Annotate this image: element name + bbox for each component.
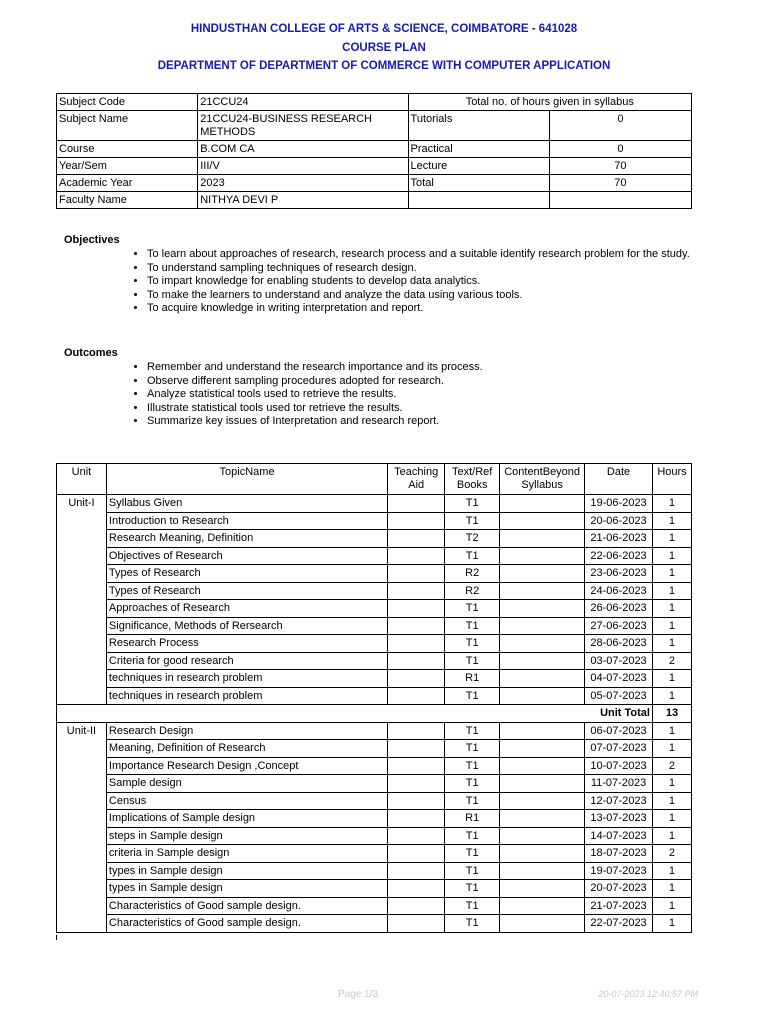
course-label: Course	[57, 141, 198, 158]
content-beyond-cell	[500, 530, 585, 548]
hours-cell: 1	[652, 635, 691, 653]
hours-header: Total no. of hours given in syllabus	[408, 94, 691, 111]
objectives-title: Objectives	[64, 234, 120, 246]
unit-name: Unit-II	[57, 722, 107, 932]
teaching-aid-cell	[388, 652, 445, 670]
course-value: B.COM CA	[198, 141, 408, 158]
date-cell: 23-06-2023	[585, 565, 653, 583]
date-cell: 12-07-2023	[585, 792, 653, 810]
column-header: Teaching Aid	[388, 464, 445, 495]
table-row	[57, 810, 692, 828]
book-cell: T1	[445, 792, 500, 810]
content-beyond-cell	[500, 722, 585, 740]
subject-code-label: Subject Code	[57, 94, 198, 111]
topic-cell: Syllabus Given	[106, 495, 387, 513]
yearsem-value: III/V	[198, 158, 408, 175]
table-row	[57, 582, 692, 600]
column-header: Unit	[57, 464, 107, 495]
tutorials-value: 0	[549, 111, 691, 141]
content-beyond-cell	[500, 827, 585, 845]
hours-cell: 1	[652, 670, 691, 688]
outcomes-title: Outcomes	[64, 347, 118, 359]
content-beyond-cell	[500, 897, 585, 915]
faculty-value: NITHYA DEVI P	[198, 192, 408, 209]
teaching-aid-cell	[388, 635, 445, 653]
college-name: HINDUSTHAN COLLEGE OF ARTS & SCIENCE, COIMBATORE - 641028	[190, 23, 578, 35]
table-row	[57, 792, 692, 810]
hours-cell: 1	[652, 547, 691, 565]
book-cell: T1	[445, 897, 500, 915]
book-cell: T1	[445, 600, 500, 618]
date-cell: 22-07-2023	[585, 915, 653, 933]
topic-cell: steps in Sample design	[106, 827, 387, 845]
teaching-aid-cell	[388, 880, 445, 898]
date-cell: 28-06-2023	[585, 635, 653, 653]
content-beyond-cell	[500, 652, 585, 670]
content-beyond-cell	[500, 845, 585, 863]
topic-cell: Characteristics of Good sample design.	[106, 915, 387, 933]
topic-cell: types in Sample design	[106, 862, 387, 880]
list-item: • To make the learners to understand and analyze the data using various tools.	[147, 289, 704, 303]
content-beyond-cell	[500, 495, 585, 513]
content-beyond-cell	[500, 915, 585, 933]
book-cell: T1	[445, 635, 500, 653]
table-row	[57, 845, 692, 863]
hours-cell: 1	[652, 495, 691, 513]
unit-total-value: 13	[652, 705, 691, 723]
table-row	[57, 635, 692, 653]
practical-value: 0	[549, 141, 691, 158]
topic-cell: Types of Research	[106, 565, 387, 583]
table-row	[57, 722, 692, 740]
topic-cell: Meaning, Definition of Research	[106, 740, 387, 758]
table-row	[57, 757, 692, 775]
book-cell: T1	[445, 722, 500, 740]
table-row	[57, 617, 692, 635]
hours-cell: 1	[652, 880, 691, 898]
book-cell: R2	[445, 582, 500, 600]
teaching-aid-cell	[388, 740, 445, 758]
content-beyond-cell	[500, 617, 585, 635]
total-label: Total	[408, 175, 549, 192]
subject-code-value: 21CCU24	[198, 94, 408, 111]
course-info-table	[56, 93, 692, 209]
teaching-aid-cell	[388, 810, 445, 828]
lecture-label: Lecture	[408, 158, 549, 175]
objectives-section	[64, 234, 704, 316]
column-header: Hours	[652, 464, 691, 495]
academic-year-value: 2023	[198, 175, 408, 192]
topic-cell: Criteria for good research	[106, 652, 387, 670]
document-header	[0, 20, 768, 76]
date-cell: 07-07-2023	[585, 740, 653, 758]
column-header: Date	[585, 464, 653, 495]
date-cell: 20-06-2023	[585, 512, 653, 530]
content-beyond-cell	[500, 792, 585, 810]
content-beyond-cell	[500, 565, 585, 583]
date-cell: 22-06-2023	[585, 547, 653, 565]
content-beyond-cell	[500, 862, 585, 880]
topic-cell: Characteristics of Good sample design.	[106, 897, 387, 915]
teaching-aid-cell	[388, 775, 445, 793]
objectives-list	[64, 248, 704, 316]
column-header: ContentBeyond Syllabus	[500, 464, 585, 495]
empty-cell	[549, 192, 691, 209]
book-cell: T1	[445, 495, 500, 513]
content-beyond-cell	[500, 512, 585, 530]
empty-cell	[408, 192, 549, 209]
date-cell: 14-07-2023	[585, 827, 653, 845]
hours-cell: 1	[652, 915, 691, 933]
book-cell: T1	[445, 775, 500, 793]
practical-label: Practical	[408, 141, 549, 158]
topic-cell: Approaches of Research	[106, 600, 387, 618]
topic-cell: Sample design	[106, 775, 387, 793]
hours-cell: 1	[652, 565, 691, 583]
teaching-aid-cell	[388, 617, 445, 635]
print-timestamp: 20-07-2023 12:40:57 PM	[598, 989, 698, 999]
hours-cell: 2	[652, 845, 691, 863]
date-cell: 03-07-2023	[585, 652, 653, 670]
list-item: • Analyze statistical tools used to retrieve the results.	[147, 388, 704, 402]
list-item: • To impart knowledge for enabling students to develop data analytics.	[147, 275, 704, 289]
list-item: • Summarize key issues of Interpretation and research report.	[147, 415, 704, 429]
book-cell: T1	[445, 512, 500, 530]
topic-cell: Implications of Sample design	[106, 810, 387, 828]
table-row	[57, 862, 692, 880]
content-beyond-cell	[500, 687, 585, 705]
topic-cell: Census	[106, 792, 387, 810]
topic-cell: types in Sample design	[106, 880, 387, 898]
unit-total-row	[57, 705, 692, 723]
hours-cell: 1	[652, 582, 691, 600]
hours-cell: 1	[652, 687, 691, 705]
teaching-aid-cell	[388, 827, 445, 845]
teaching-aid-cell	[388, 862, 445, 880]
teaching-aid-cell	[388, 792, 445, 810]
content-beyond-cell	[500, 670, 585, 688]
date-cell: 24-06-2023	[585, 582, 653, 600]
teaching-aid-cell	[388, 600, 445, 618]
topic-cell: techniques in research problem	[106, 670, 387, 688]
teaching-aid-cell	[388, 845, 445, 863]
outcomes-section	[64, 347, 704, 429]
content-beyond-cell	[500, 547, 585, 565]
book-cell: T1	[445, 740, 500, 758]
column-header: Text/Ref Books	[445, 464, 500, 495]
subject-name-value: 21CCU24-BUSINESS RESEARCH METHODS	[198, 111, 408, 141]
teaching-aid-cell	[388, 897, 445, 915]
table-row	[57, 547, 692, 565]
table-row	[57, 600, 692, 618]
table-row	[57, 670, 692, 688]
hours-cell: 2	[652, 757, 691, 775]
table-row	[57, 897, 692, 915]
content-beyond-cell	[500, 810, 585, 828]
list-item: • To acquire knowledge in writing interpretation and report.	[147, 302, 704, 316]
book-cell: R1	[445, 810, 500, 828]
content-beyond-cell	[500, 582, 585, 600]
list-item: • To learn about approaches of research, research process and a suitable identify research problem for the study.	[147, 248, 704, 262]
teaching-aid-cell	[388, 757, 445, 775]
book-cell: R1	[445, 670, 500, 688]
date-cell: 19-06-2023	[585, 495, 653, 513]
table-row	[57, 915, 692, 933]
table-row	[57, 827, 692, 845]
book-cell: T1	[445, 915, 500, 933]
teaching-aid-cell	[388, 512, 445, 530]
column-header: TopicName	[106, 464, 387, 495]
hours-cell: 1	[652, 530, 691, 548]
table-row	[57, 880, 692, 898]
list-item: • To understand sampling techniques of research design.	[147, 262, 704, 276]
department-name: DEPARTMENT OF DEPARTMENT OF COMMERCE WITH COMPUTER APPLICATION	[157, 60, 611, 72]
page-number: Page:1/3	[337, 989, 379, 1000]
table-row	[57, 495, 692, 513]
teaching-aid-cell	[388, 670, 445, 688]
unit-name: Unit-I	[57, 495, 107, 705]
unit-total-label: Unit Total	[57, 705, 653, 723]
list-item: • Illustrate statistical tools used tor retrieve the results.	[147, 402, 704, 416]
book-cell: T1	[445, 547, 500, 565]
list-item: • Observe different sampling procedures adopted for research.	[147, 375, 704, 389]
lecture-value: 70	[549, 158, 691, 175]
topic-cell: Research Process	[106, 635, 387, 653]
hours-cell: 1	[652, 775, 691, 793]
table-header-row	[57, 464, 692, 495]
date-cell: 21-06-2023	[585, 530, 653, 548]
hours-cell: 1	[652, 810, 691, 828]
teaching-aid-cell	[388, 530, 445, 548]
table-row	[57, 740, 692, 758]
hours-cell: 1	[652, 897, 691, 915]
hours-cell: 1	[652, 862, 691, 880]
topic-cell: Significance, Methods of Rersearch	[106, 617, 387, 635]
book-cell: T1	[445, 827, 500, 845]
book-cell: T1	[445, 757, 500, 775]
tutorials-label: Tutorials	[408, 111, 549, 141]
teaching-aid-cell	[388, 687, 445, 705]
content-beyond-cell	[500, 740, 585, 758]
outcomes-list	[64, 361, 704, 429]
teaching-aid-cell	[388, 495, 445, 513]
date-cell: 06-07-2023	[585, 722, 653, 740]
topic-cell: criteria in Sample design	[106, 845, 387, 863]
hours-cell: 1	[652, 740, 691, 758]
table-row	[57, 687, 692, 705]
date-cell: 26-06-2023	[585, 600, 653, 618]
date-cell: 20-07-2023	[585, 880, 653, 898]
table-row	[57, 512, 692, 530]
hours-cell: 1	[652, 512, 691, 530]
content-beyond-cell	[500, 880, 585, 898]
date-cell: 05-07-2023	[585, 687, 653, 705]
topic-cell: Research Meaning, Definition	[106, 530, 387, 548]
content-beyond-cell	[500, 757, 585, 775]
date-cell: 18-07-2023	[585, 845, 653, 863]
content-beyond-cell	[500, 600, 585, 618]
teaching-aid-cell	[388, 915, 445, 933]
document-title: COURSE PLAN	[342, 41, 426, 54]
book-cell: R2	[445, 565, 500, 583]
course-plan-table	[56, 463, 692, 933]
hours-cell: 1	[652, 827, 691, 845]
date-cell: 11-07-2023	[585, 775, 653, 793]
book-cell: T1	[445, 652, 500, 670]
date-cell: 21-07-2023	[585, 897, 653, 915]
topic-cell: Research Design	[106, 722, 387, 740]
date-cell: 10-07-2023	[585, 757, 653, 775]
faculty-label: Faculty Name	[57, 192, 198, 209]
table-row	[57, 565, 692, 583]
list-item: • Remember and understand the research importance and its process.	[147, 361, 704, 375]
teaching-aid-cell	[388, 547, 445, 565]
content-beyond-cell	[500, 635, 585, 653]
topic-cell: Importance Research Design ,Concept	[106, 757, 387, 775]
book-cell: T1	[445, 880, 500, 898]
date-cell: 27-06-2023	[585, 617, 653, 635]
date-cell: 13-07-2023	[585, 810, 653, 828]
date-cell: 19-07-2023	[585, 862, 653, 880]
teaching-aid-cell	[388, 565, 445, 583]
book-cell: T1	[445, 845, 500, 863]
topic-cell: Objectives of Research	[106, 547, 387, 565]
book-cell: T1	[445, 617, 500, 635]
table-row	[57, 775, 692, 793]
topic-cell: Introduction to Research	[106, 512, 387, 530]
yearsem-label: Year/Sem	[57, 158, 198, 175]
date-cell: 04-07-2023	[585, 670, 653, 688]
hours-cell: 1	[652, 617, 691, 635]
academic-year-label: Academic Year	[57, 175, 198, 192]
topic-cell: techniques in research problem	[106, 687, 387, 705]
table-continuation-line	[56, 935, 57, 940]
content-beyond-cell	[500, 775, 585, 793]
table-row	[57, 530, 692, 548]
teaching-aid-cell	[388, 582, 445, 600]
hours-cell: 1	[652, 600, 691, 618]
book-cell: T1	[445, 862, 500, 880]
table-row	[57, 652, 692, 670]
hours-cell: 2	[652, 652, 691, 670]
teaching-aid-cell	[388, 722, 445, 740]
book-cell: T2	[445, 530, 500, 548]
total-value: 70	[549, 175, 691, 192]
hours-cell: 1	[652, 792, 691, 810]
book-cell: T1	[445, 687, 500, 705]
topic-cell: Types of Research	[106, 582, 387, 600]
hours-cell: 1	[652, 722, 691, 740]
subject-name-label: Subject Name	[57, 111, 198, 141]
